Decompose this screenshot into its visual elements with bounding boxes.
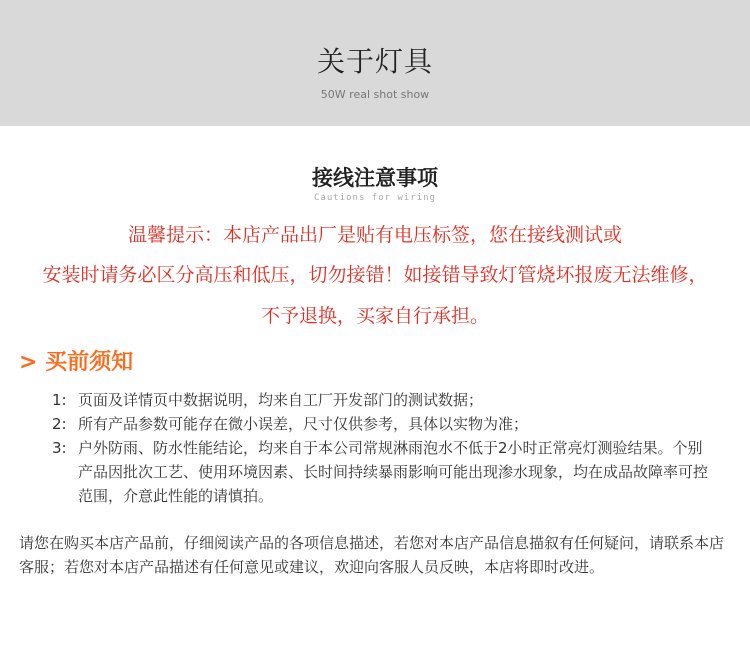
- list-item: [52, 436, 712, 508]
- closing-paragraph: 请您在购买本店产品前，仔细阅读产品的各项信息描述，若您对本店产品信息描叙有任何疑问，请联系本店客服；若您对本店产品描述有任何意见或建议，欢迎向客服人员反映，本店将即时改进。: [19, 534, 725, 576]
- warning-line-3: 不予退换，买家自行承担。: [260, 305, 489, 327]
- notice-list: [52, 388, 712, 508]
- warning-line-2: 安装时请务必区分高压和低压，切勿接错！如接错导致灯管烧坏报废无法维修，: [42, 264, 708, 286]
- item-text: 页面及详情页中数据说明，均来自工厂开发部门的测试数据；: [78, 391, 484, 409]
- header-banner: [0, 0, 750, 126]
- item-number: 1:: [52, 391, 67, 409]
- item-text: 所有产品参数可能存在微小误差，尺寸仅供参考，具体以实物为准；: [78, 415, 529, 433]
- list-item: [52, 388, 712, 412]
- banner-subtitle: 50W real shot show: [320, 88, 430, 101]
- item-text: 户外防雨、防水性能结论，均来自于本公司常规淋雨泡水不低于2小时正常亮灯测验结果。个别产品因批次工艺、使用环境因素、长时间持续暴雨影响可能出现渗水现象，均在成品故障率可控范围，介意此性能的请慎拍。: [78, 439, 709, 505]
- item-number: 2:: [52, 415, 67, 433]
- banner-title: 关于灯具: [316, 45, 433, 78]
- section-subtitle: Cautions for wiring: [314, 193, 436, 203]
- warning-line-1: 温馨提示：本店产品出厂是贴有电压标签，您在接线测试或: [127, 224, 622, 246]
- notice-heading: > 买前须知: [19, 350, 134, 375]
- section-title: 接线注意事项: [312, 166, 438, 190]
- item-number: 3:: [52, 439, 67, 457]
- list-item: [52, 412, 712, 436]
